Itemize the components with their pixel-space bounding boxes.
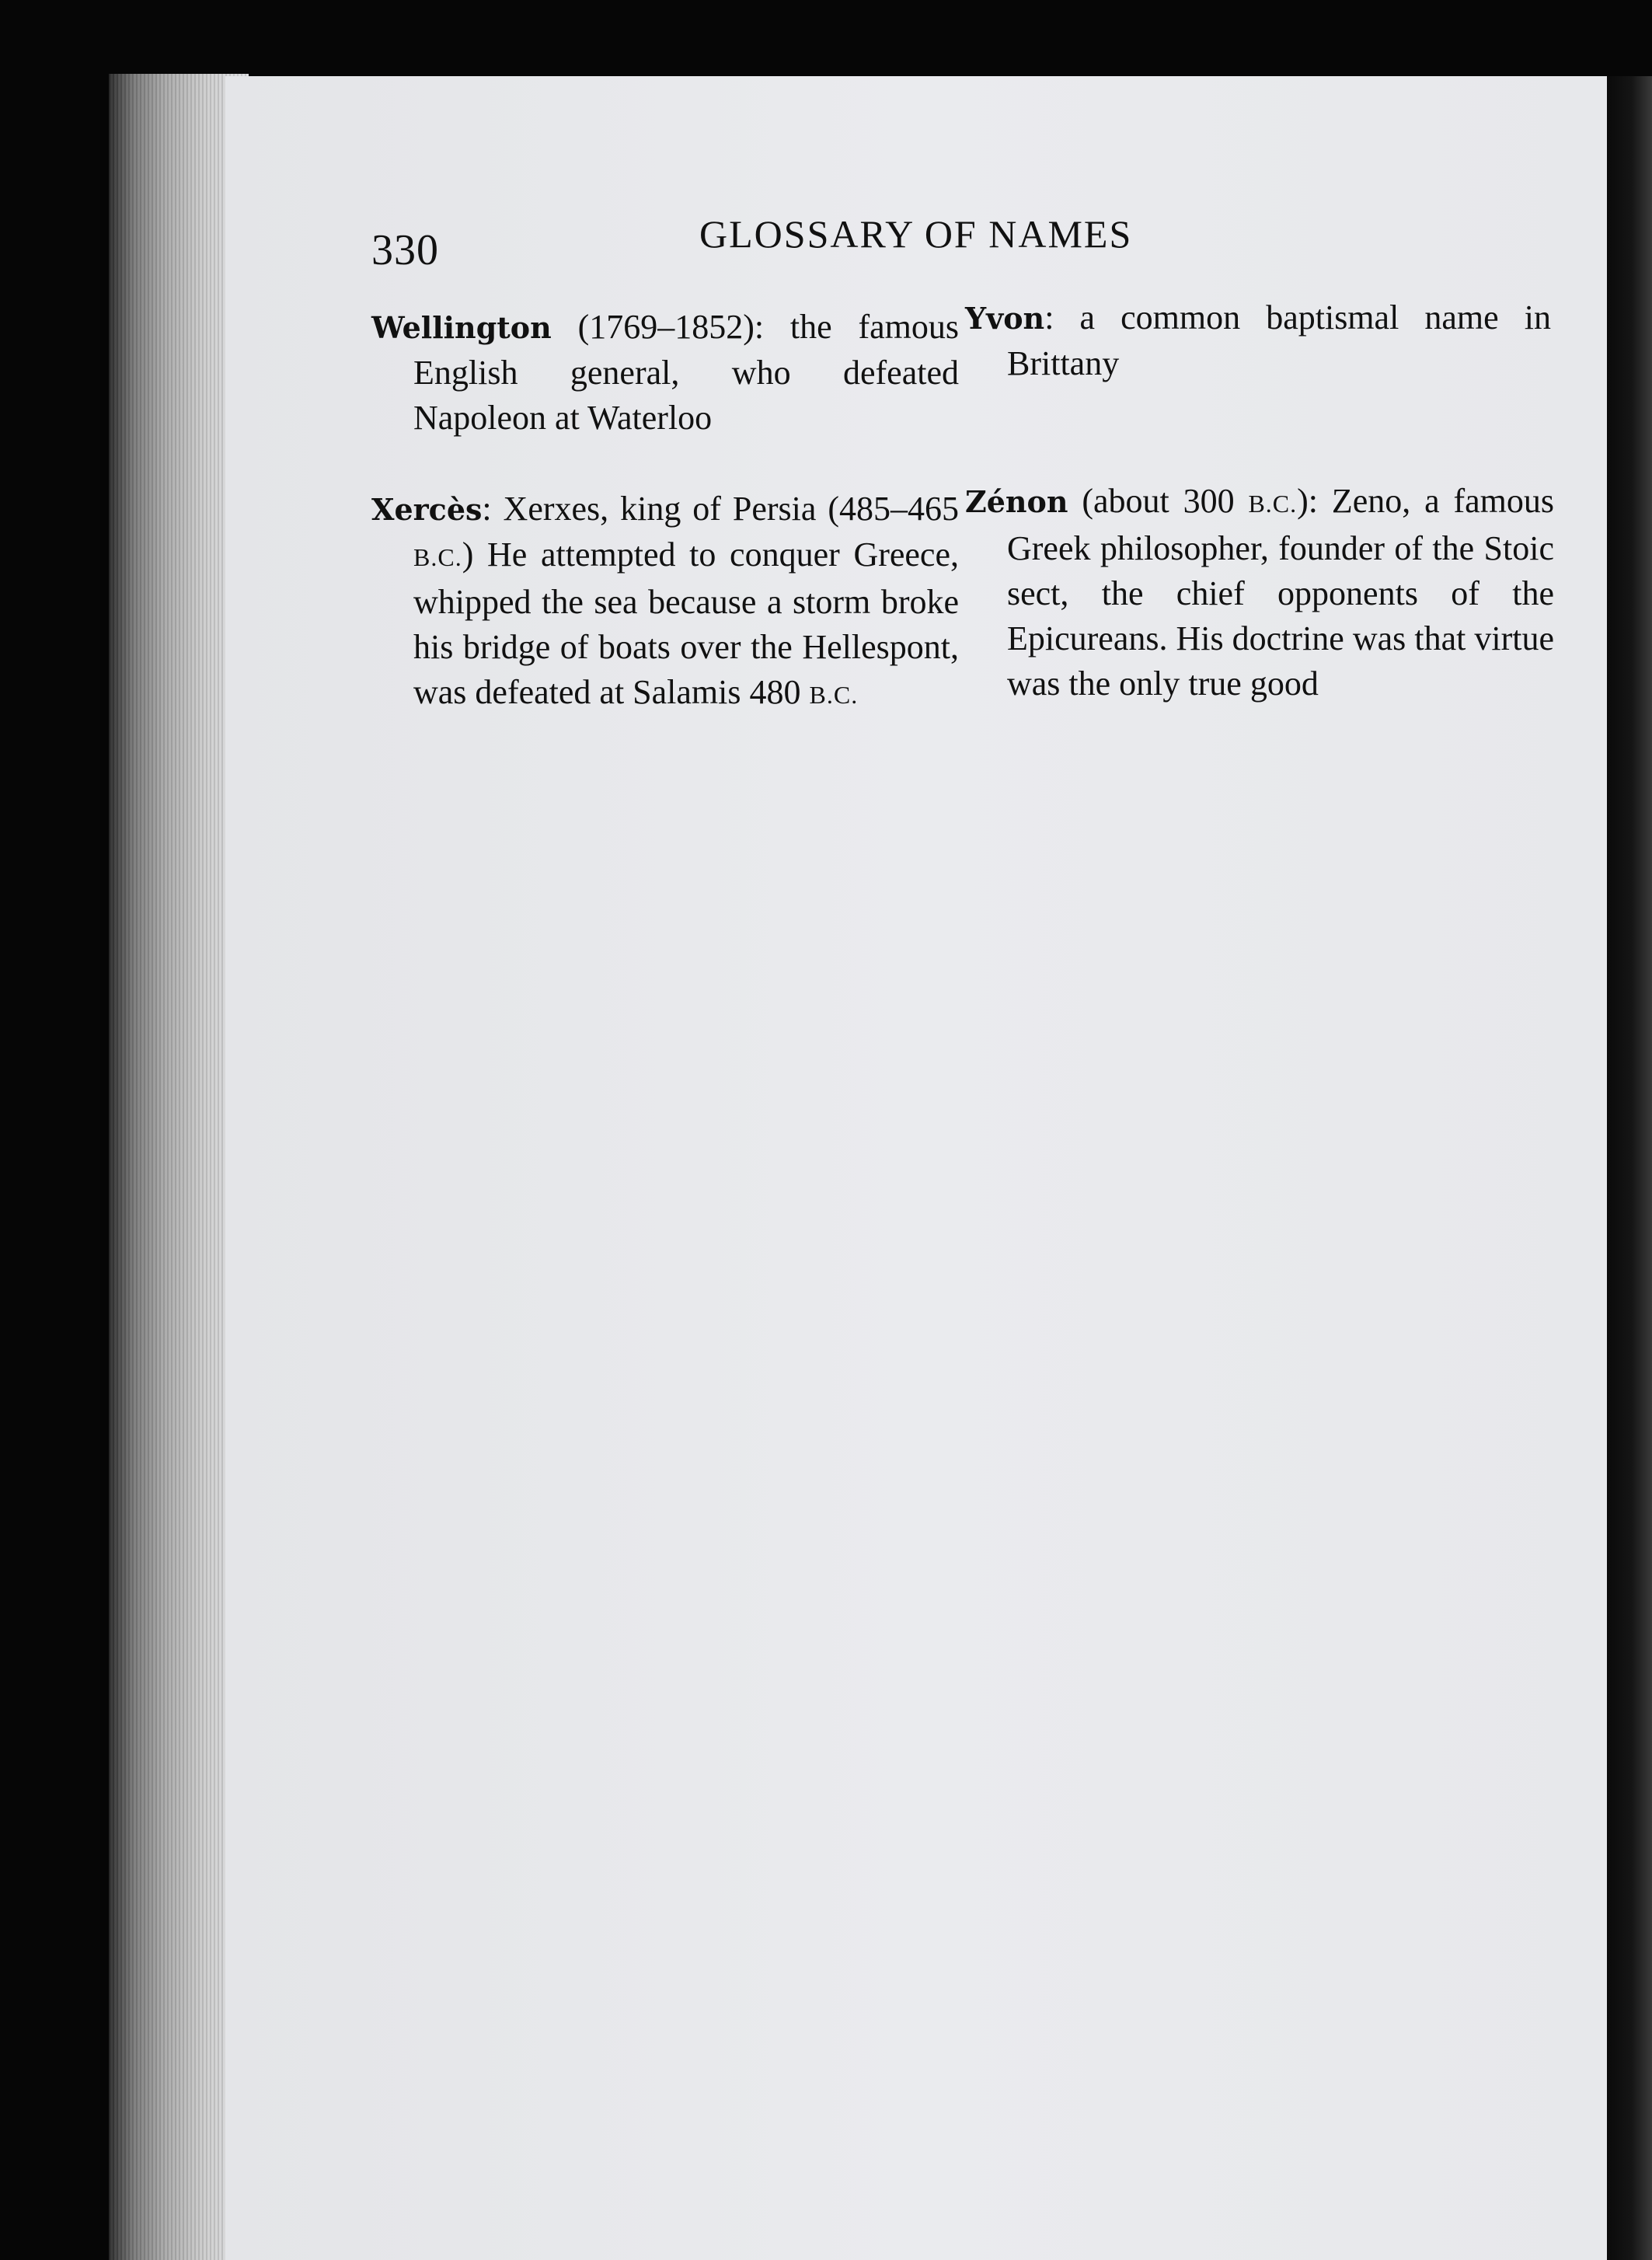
entry-body: ): Zeno, a famous Greek philosopher, founder of the Stoic sect, the chief opponents of the Epicureans. His doctrine was that virtue was the only true good	[1007, 482, 1554, 703]
entry-yvon	[965, 295, 1551, 386]
entry-term: Yvon	[965, 301, 1045, 336]
era-abbreviation: B.C.	[809, 681, 859, 709]
era-abbreviation: B.C.	[1248, 490, 1298, 518]
entry-term: Zénon	[965, 484, 1068, 519]
entry-body: (1769–1852): the famous English general, who defeated Napoleon at Waterloo	[413, 308, 959, 437]
entry-body: (about 300	[1068, 482, 1249, 520]
era-abbreviation: B.C.	[413, 543, 462, 571]
entry-zenon	[965, 479, 1554, 706]
entry-xerces	[371, 487, 959, 717]
page-right-border	[1607, 76, 1652, 2260]
running-head: GLOSSARY OF NAMES	[699, 212, 1133, 256]
page-number: 330	[371, 226, 439, 274]
entry-body: ) He attempted to conquer Greece, whipped the sea because a storm broke his bridge of boats over the Hellespont, was defeated at Salamis 480	[413, 535, 959, 711]
entry-wellington	[371, 305, 959, 441]
entry-term: Wellington	[371, 310, 552, 345]
entry-body: : Xerxes, king of Persia (485–465	[482, 490, 959, 528]
entry-body: : a common baptismal name in Brittany	[1007, 298, 1551, 382]
entry-term: Xercès	[371, 492, 483, 527]
